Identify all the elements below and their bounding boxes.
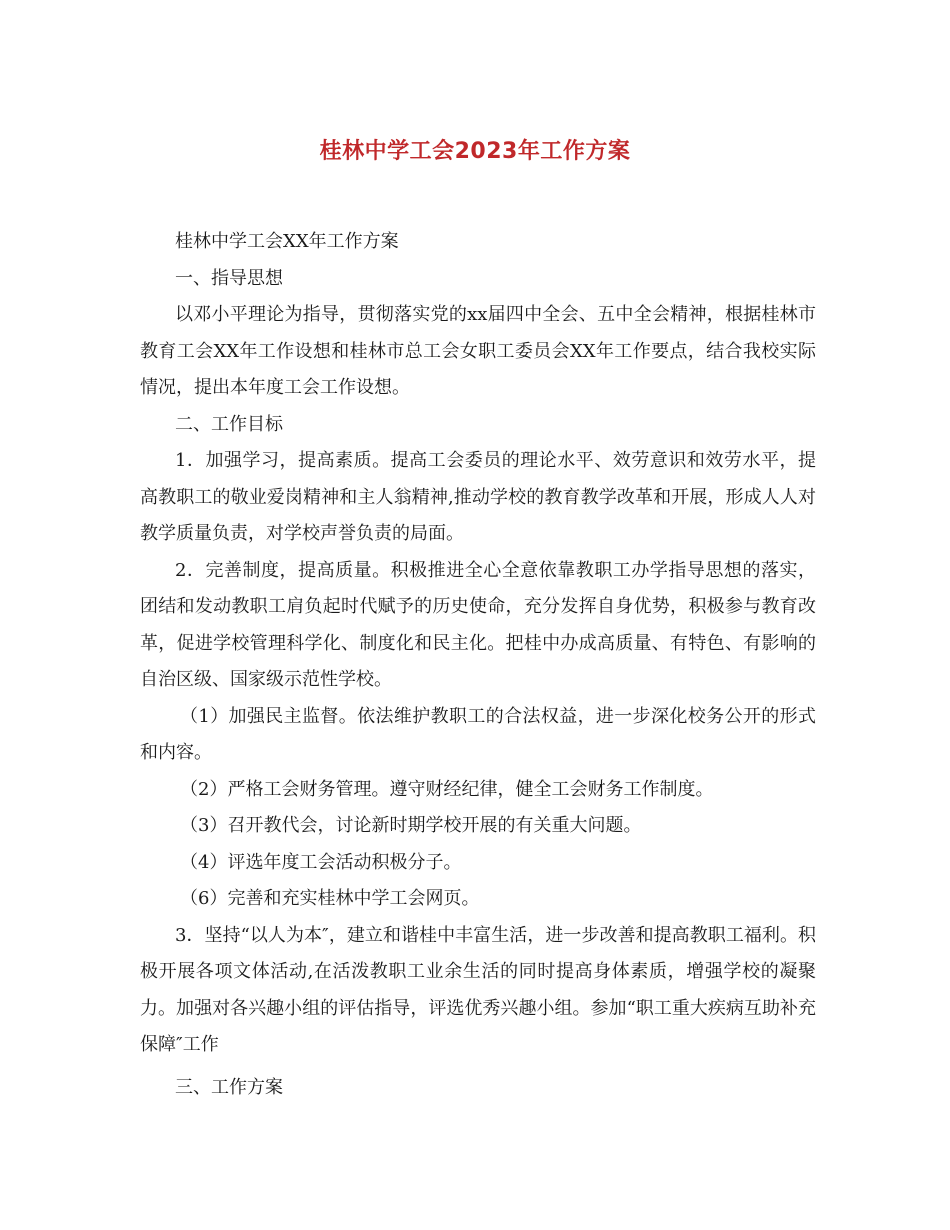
paragraph-guiding-ideology: 以邓小平理论为指导，贯彻落实党的xx届四中全会、五中全会精神，根据桂林市教育工会XX年工作设想和桂林市总工会女职工委员会XX年工作要点，结合我校实际情况，提出本年度工会工作设想。 [140,304,816,398]
goal-2-subitem-1: （1）加强民主监督。依法维护教职工的合法权益，进一步深化校务公开的形式和内容。 [140,705,816,763]
document-title: 桂林中学工会2023年工作方案 [319,139,631,164]
document-body [140,224,816,1106]
goal-2-subitem-4: （4）评选年度工会活动积极分子。 [180,851,462,873]
goal-3-paragraph: 3．坚持“以人为本″，建立和谐桂中丰富生活，进一步改善和提高教职工福利。积极开展各项文体活动,在活泼教职工业余生活的同时提高身体素质，增强学校的凝聚力。加强对各兴趣小组的评估指导，评选优秀兴趣小组。参加“职工重大疾病互助补充保障″工作 [140,924,816,1055]
doc-subtitle: 桂林中学工会XX年工作方案 [175,231,399,252]
goal-2-subitem-3: （3）召开教代会，讨论新时期学校开展的有关重大问题。 [180,815,642,836]
section-heading-guiding-ideology: 一、指导思想 [175,267,283,289]
section-heading-work-plan: 三、工作方案 [175,1076,283,1098]
goal-1-paragraph: 1．加强学习，提高素质。提高工会委员的理论水平、效劳意识和效劳水平，提高教职工的敬业爱岗精神和主人翁精神,推动学校的教育教学改革和开展，形成人人对教学质量负责，对学校声誉负责的局面。 [140,450,816,544]
goal-2-subitem-2: （2）严格工会财务管理。遵守财经纪律，健全工会财务工作制度。 [180,778,714,800]
section-heading-work-goals: 二、工作目标 [175,413,283,435]
goal-2-paragraph: 2．完善制度，提高质量。积极推进全心全意依靠教职工办学指导思想的落实，团结和发动教职工肩负起时代赋予的历史使命，充分发挥自身优势，积极参与教育改革，促进学校管理科学化、制度化和民主化。把桂中办成高质量、有特色、有影响的自治区级、国家级示范性学校。 [140,559,816,690]
goal-2-subitem-6: （6）完善和充实桂林中学工会网页。 [180,888,480,909]
